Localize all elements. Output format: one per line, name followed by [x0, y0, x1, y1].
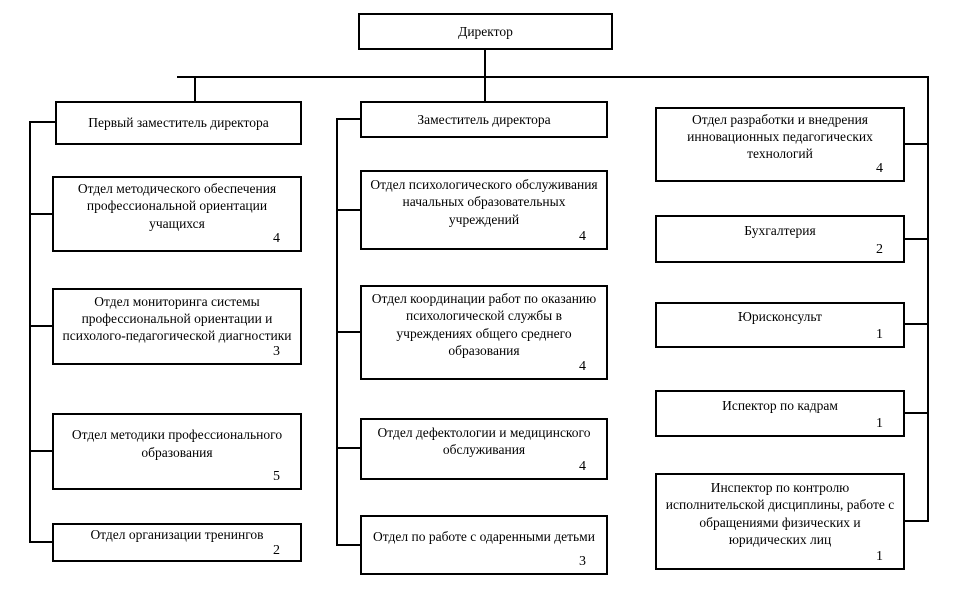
connector-stub: [336, 118, 361, 120]
box-title: Отдел организации тренингов: [90, 526, 264, 542]
box-dept-middle-4: [360, 515, 608, 575]
connector-stub: [904, 238, 928, 240]
box-dept-left-4: [52, 523, 302, 562]
box-title: Отдел методики профессионального образования: [71, 427, 283, 460]
staff-count: 1: [876, 549, 883, 564]
staff-count: 4: [579, 359, 586, 374]
connector-stub: [336, 331, 361, 333]
box-dept-left-3: [52, 413, 302, 490]
box-title: Директор: [458, 23, 513, 39]
box-dept-middle-1: [360, 170, 608, 250]
box-dept-right-2: [655, 215, 905, 263]
connector-stub: [904, 143, 928, 145]
connector-stub: [904, 520, 928, 522]
box-dept-middle-3: [360, 418, 608, 480]
box-title: Испектор по кадрам: [722, 397, 838, 413]
box-dept-left-2: [52, 288, 302, 365]
connector-stub: [336, 447, 361, 449]
box-dept-right-1: [655, 107, 905, 182]
box-dept-right-5: [655, 473, 905, 570]
staff-count: 5: [273, 469, 280, 484]
connector-stub: [29, 121, 56, 123]
box-deputy-director: [360, 101, 608, 138]
connector-stub: [29, 541, 53, 543]
box-title: Отдел мониторинга системы профессиональной ориентации и психолого-педагогической диагностики: [62, 293, 292, 344]
box-title: Отдел по работе с одаренными детьми: [373, 529, 595, 545]
staff-count: 4: [273, 231, 280, 246]
connector-stub: [29, 213, 53, 215]
connector-stub: [336, 209, 361, 211]
box-title: Юрисконсульт: [738, 309, 822, 325]
box-title: Заместитель директора: [417, 111, 551, 127]
box-dept-right-4: [655, 390, 905, 437]
staff-count: 4: [876, 161, 883, 176]
staff-count: 2: [273, 543, 280, 558]
box-title: Первый заместитель директора: [88, 115, 269, 131]
staff-count: 4: [579, 459, 586, 474]
connector-top-horizontal: [177, 76, 929, 78]
connector-stub: [336, 544, 361, 546]
connector-stub: [904, 323, 928, 325]
connector-stub: [904, 412, 928, 414]
box-title: Отдел психологического обслуживания начальных образовательных учреждений: [370, 177, 598, 227]
staff-count: 4: [579, 229, 586, 244]
connector-left-spine: [29, 121, 31, 543]
staff-count: 2: [876, 242, 883, 257]
box-title: Отдел координации работ по оказанию психологической службы в учреждениях общего среднего образования: [371, 290, 597, 358]
staff-count: 3: [273, 344, 280, 359]
box-dept-left-1: [52, 176, 302, 252]
box-title: Отдел разработки и внедрения инновационных педагогических технологий: [687, 111, 873, 162]
staff-count: 1: [876, 416, 883, 431]
connector-left-drop: [194, 76, 196, 103]
box-first-deputy-director: [55, 101, 302, 145]
box-title: Отдел методического обеспечения профессиональной ориентации учащихся: [77, 181, 277, 231]
box-dept-middle-2: [360, 285, 608, 380]
box-title: Инспектор по контролю исполнительской дисциплины, работе с обращениями физических и юридических лиц: [665, 479, 895, 547]
box-title: Отдел дефектологии и медицинского обслуживания: [377, 424, 591, 457]
connector-stub: [29, 450, 53, 452]
box-dept-right-3: [655, 302, 905, 348]
staff-count: 1: [876, 327, 883, 342]
box-title: Бухгалтерия: [744, 223, 816, 239]
connector-stub: [29, 325, 53, 327]
box-director: [358, 13, 613, 50]
staff-count: 3: [579, 554, 586, 569]
